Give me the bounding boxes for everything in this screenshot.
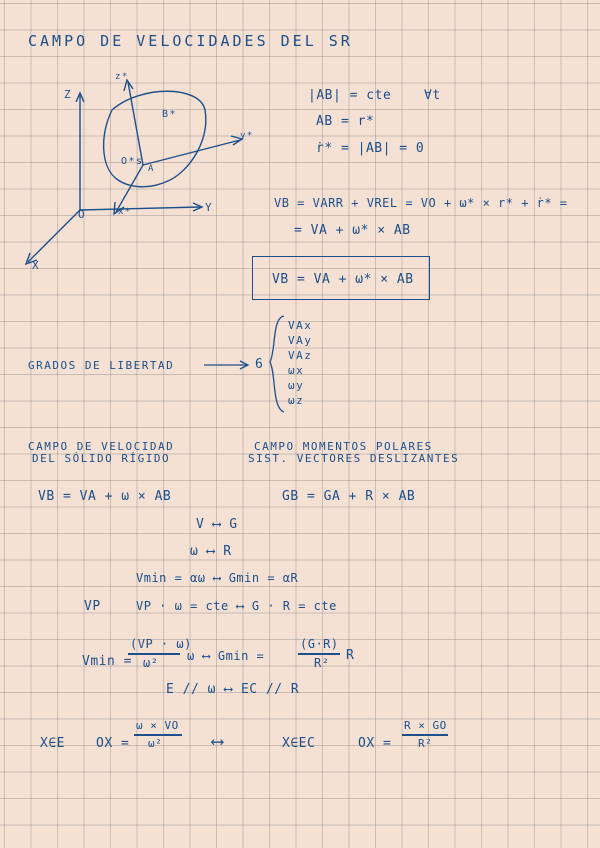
dof-item: ωz bbox=[288, 394, 305, 407]
central-axis-arrow: ⟷ bbox=[212, 731, 224, 752]
ab-equals-r-formula: AB = r* bbox=[316, 114, 375, 129]
ab-constant-formula: |AB| = cte bbox=[308, 88, 392, 103]
x-left-fraction-bar bbox=[134, 734, 182, 736]
gmin-tail: R bbox=[346, 648, 355, 663]
x-left-numerator: ω × VO bbox=[136, 719, 179, 732]
x-right-numerator: R × GO bbox=[404, 719, 447, 732]
dof-item: ωx bbox=[288, 364, 305, 377]
boxed-vb-formula: VB = VA + ω* × AB bbox=[272, 272, 414, 287]
left-heading-line2: DEL SÓLIDO RÍGIDO bbox=[32, 452, 171, 465]
ox-left: OX = bbox=[96, 736, 130, 751]
x-right-fraction-bar bbox=[402, 734, 448, 736]
vmin-fraction-bar bbox=[128, 653, 180, 655]
axis-correspondence: E // ω ⟷ EC // R bbox=[166, 682, 300, 697]
dof-item: VAx bbox=[288, 319, 313, 332]
z-star-label: z* bbox=[115, 72, 129, 82]
b-star-label: B* bbox=[162, 109, 178, 120]
z-axis-label: Z bbox=[64, 88, 73, 101]
x-star-label: x* bbox=[118, 207, 132, 217]
y-star-label: y* bbox=[240, 131, 254, 141]
r-dot-zero-formula: ṙ* = |AB| = 0 bbox=[316, 141, 425, 156]
x-in-e-label: X∈E bbox=[40, 736, 65, 751]
right-heading-line1: CAMPO MOMENTOS POLARES bbox=[254, 440, 433, 453]
gmin-fraction-bar bbox=[298, 653, 340, 655]
pair-omega-r: ω ⟷ R bbox=[190, 544, 232, 559]
vb-formula-line2: = VA + ω* × AB bbox=[294, 223, 411, 238]
gmin-denominator: R² bbox=[314, 656, 330, 670]
dof-item: VAz bbox=[288, 349, 313, 362]
vmin-lhs: Vmin = bbox=[82, 654, 132, 669]
right-field-formula: GB = GA + R × AB bbox=[282, 489, 416, 504]
dof-count: 6 bbox=[255, 357, 264, 372]
for-all-t: ∀t bbox=[424, 88, 441, 103]
pair-vmin-gmin: Vmin = αω ⟷ Gmin = αR bbox=[136, 571, 299, 585]
page-title: CAMPO DE VELOCIDADES DEL SR bbox=[28, 32, 353, 50]
right-heading-line2: SIST. VECTORES DESLIZANTES bbox=[248, 452, 460, 465]
gmin-numerator: (G·R) bbox=[300, 637, 339, 651]
x-in-ec-label: X∈EC bbox=[282, 736, 316, 751]
y-axis-label: Y bbox=[205, 201, 214, 214]
vb-formula-line1: VB = VARR + VREL = VO + ω* × r* + ṙ* = bbox=[274, 196, 568, 210]
pair-invariant: VP · ω = cte ⟷ G · R = cte bbox=[136, 599, 337, 613]
ox-right: OX = bbox=[358, 736, 392, 751]
dof-item: ωy bbox=[288, 379, 305, 392]
a-point-label: A bbox=[148, 164, 155, 174]
o-star-label: O*s bbox=[121, 156, 144, 167]
vmin-numerator: (VP · ω) bbox=[130, 637, 192, 651]
x-right-denominator: R² bbox=[418, 737, 433, 750]
dof-label: GRADOS DE LIBERTAD bbox=[28, 359, 175, 372]
dof-item: VAy bbox=[288, 334, 313, 347]
x-left-denominator: ω² bbox=[148, 737, 163, 750]
x-axis-label: X bbox=[32, 259, 41, 272]
vp-label: VP bbox=[84, 599, 101, 614]
left-heading-line1: CAMPO DE VELOCIDAD bbox=[28, 440, 175, 453]
vmin-middle: ω ⟷ Gmin = bbox=[187, 649, 265, 663]
vmin-denominator: ω² bbox=[143, 656, 159, 670]
left-field-formula: VB = VA + ω × AB bbox=[38, 489, 172, 504]
origin-label: O bbox=[78, 208, 87, 221]
pair-v-g: V ⟷ G bbox=[196, 517, 238, 532]
